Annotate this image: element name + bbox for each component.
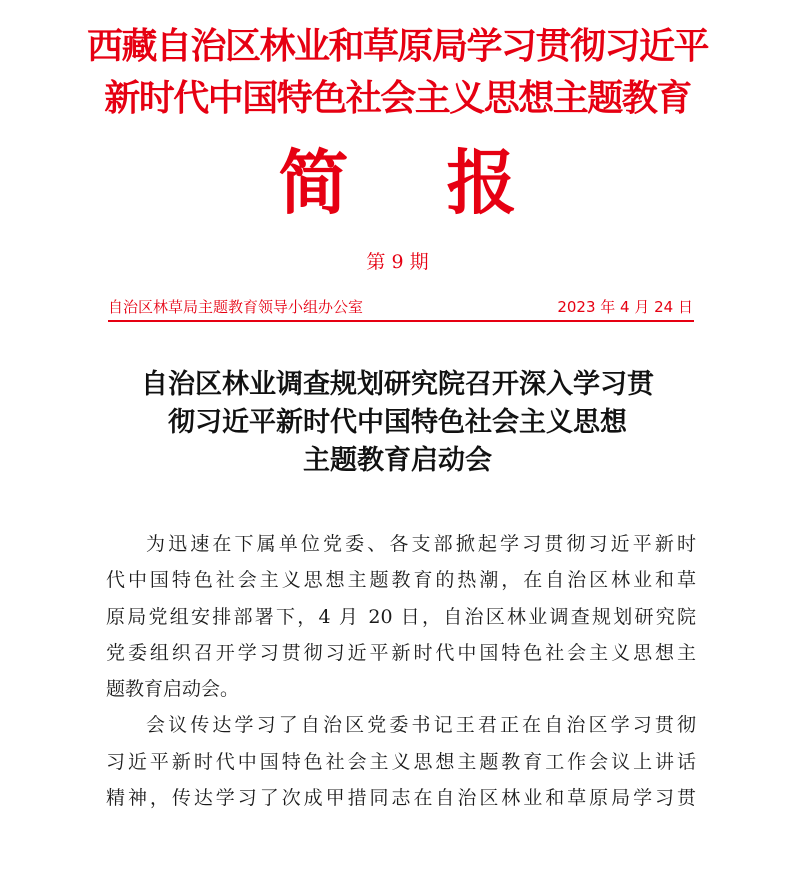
headline-line: 自治区林业调查规划研究院召开深入学习贯 [141,369,654,400]
body-line: 习近平新时代中国特色社会主义思想主题教育工作会议上讲话 [106,750,696,773]
red-divider-rule [108,320,694,322]
body-line: 会议传达学习了自治区党委书记王君正在自治区学习贯彻 [146,714,696,737]
body-line: 精神，传达学习了次成甲措同志在自治区林业和草原局学习贯 [106,787,696,810]
body-line: 题教育启动会。 [106,678,240,701]
body-line: 为迅速在下属单位党委、各支部掀起学习贯彻习近平新时 [146,533,696,555]
masthead-title-line2: 新时代中国特色社会主义思想主题教育 [104,77,691,119]
issuer-row [108,295,693,319]
paragraph-2 [106,707,696,816]
body-line: 代中国特色社会主义思想主题教育的热潮，在自治区林业和草 [106,569,696,592]
issue-number: 第 9 期 [366,251,429,273]
headline-line: 主题教育启动会 [303,445,492,476]
paragraph-1 [106,526,696,707]
headline-line: 彻习近平新时代中国特色社会主义思想 [168,407,627,438]
issuer-office: 自治区林草局主题教育领导小组办公室 [108,298,364,316]
body-line: 党委组织召开学习贯彻习近平新时代中国特色社会主义思想主 [106,641,696,664]
issue-date: 2023 年 4 月 24 日 [557,298,693,316]
masthead-title-line1: 西藏自治区林业和草原局学习贯彻习近平 [86,25,708,67]
article-body [106,526,696,816]
body-line: 原局党组安排部署下，4 月 20 日，自治区林业调查规划研究院 [106,605,696,628]
article-headline [0,366,795,480]
brief-title: 简报 [278,141,615,224]
